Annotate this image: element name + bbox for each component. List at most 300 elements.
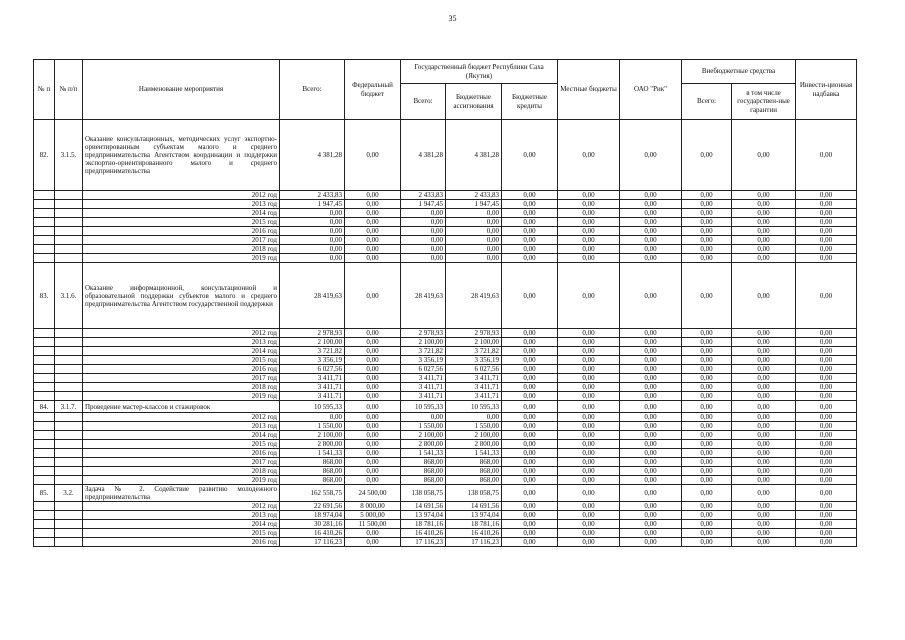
amount-cell: 24 500,00 [345, 485, 401, 502]
amount-cell: 0,00 [796, 365, 857, 374]
amount-cell: 0,00 [732, 392, 796, 401]
amount-cell: 0,00 [401, 209, 446, 218]
amount-cell: 2 433,83 [280, 191, 345, 200]
amount-cell: 1 947,45 [280, 200, 345, 209]
row-code: 3.1.7. [55, 401, 83, 413]
amount-cell: 0,00 [620, 218, 682, 227]
amount-cell: 14 691,56 [446, 502, 502, 511]
amount-cell: 5 000,00 [345, 511, 401, 520]
amount-cell: 0,00 [446, 236, 502, 245]
amount-cell: 0,00 [620, 422, 682, 431]
amount-cell: 0,00 [345, 383, 401, 392]
amount-cell: 0,00 [796, 120, 857, 191]
amount-cell: 3 356,19 [401, 356, 446, 365]
amount-cell: 0,00 [345, 227, 401, 236]
amount-cell: 0,00 [345, 449, 401, 458]
amount-cell: 17 116,23 [280, 538, 345, 547]
amount-cell: 0,00 [682, 431, 732, 440]
empty-cell [34, 254, 55, 263]
amount-cell: 0,00 [732, 365, 796, 374]
amount-cell: 1 947,45 [446, 200, 502, 209]
amount-cell: 3 356,19 [446, 356, 502, 365]
year-row [34, 502, 857, 511]
amount-cell: 0,00 [620, 227, 682, 236]
amount-cell: 0,00 [345, 356, 401, 365]
empty-cell [55, 254, 83, 263]
amount-cell: 0,00 [796, 191, 857, 200]
amount-cell: 4 381,28 [280, 120, 345, 191]
amount-cell: 0,00 [732, 329, 796, 338]
amount-cell: 0,00 [446, 227, 502, 236]
amount-cell: 3 411,71 [401, 383, 446, 392]
amount-cell: 6 027,56 [446, 365, 502, 374]
amount-cell: 3 411,71 [280, 392, 345, 401]
year-label: 2018 год [83, 467, 280, 476]
amount-cell: 0,00 [558, 392, 620, 401]
amount-cell: 6 027,56 [401, 365, 446, 374]
amount-cell: 0,00 [796, 338, 857, 347]
amount-cell: 1 550,00 [446, 422, 502, 431]
row-number: 85. [34, 485, 55, 502]
amount-cell: 0,00 [401, 236, 446, 245]
amount-cell: 0,00 [732, 374, 796, 383]
amount-cell: 10 595,33 [401, 401, 446, 413]
amount-cell: 0,00 [345, 120, 401, 191]
amount-cell: 28 419,63 [401, 263, 446, 329]
amount-cell: 0,00 [682, 218, 732, 227]
header-n: № п [34, 60, 55, 120]
header-extra-total: Всего: [682, 84, 732, 120]
amount-cell: 1 541,33 [401, 449, 446, 458]
amount-cell: 0,00 [682, 191, 732, 200]
amount-cell: 0,00 [732, 520, 796, 529]
year-row [34, 422, 857, 431]
amount-cell: 4 381,28 [446, 120, 502, 191]
amount-cell: 0,00 [558, 529, 620, 538]
amount-cell: 0,00 [620, 236, 682, 245]
amount-cell: 0,00 [280, 236, 345, 245]
row-code: 3.1.5. [55, 120, 83, 191]
amount-cell: 18 781,16 [446, 520, 502, 529]
amount-cell: 0,00 [732, 191, 796, 200]
amount-cell: 0,00 [345, 245, 401, 254]
year-label: 2015 год [83, 356, 280, 365]
amount-cell: 0,00 [620, 356, 682, 365]
year-label: 2019 год [83, 254, 280, 263]
amount-cell: 0,00 [796, 227, 857, 236]
amount-cell: 10 595,33 [446, 401, 502, 413]
amount-cell: 0,00 [502, 329, 558, 338]
amount-cell: 0,00 [502, 422, 558, 431]
amount-cell: 0,00 [502, 338, 558, 347]
empty-cell [55, 383, 83, 392]
year-row [34, 209, 857, 218]
amount-cell: 0,00 [558, 347, 620, 356]
amount-cell: 4 381,28 [401, 120, 446, 191]
amount-cell: 0,00 [345, 218, 401, 227]
amount-cell: 0,00 [558, 245, 620, 254]
amount-cell: 0,00 [446, 413, 502, 422]
empty-cell [34, 329, 55, 338]
amount-cell: 0,00 [558, 467, 620, 476]
empty-cell [34, 449, 55, 458]
amount-cell: 28 419,63 [446, 263, 502, 329]
amount-cell: 0,00 [558, 254, 620, 263]
amount-cell: 0,00 [558, 218, 620, 227]
row-number: 83. [34, 263, 55, 329]
empty-cell [34, 538, 55, 547]
amount-cell: 0,00 [620, 538, 682, 547]
table-row [34, 263, 857, 329]
amount-cell: 14 691,56 [401, 502, 446, 511]
amount-cell: 30 281,16 [280, 520, 345, 529]
year-label: 2017 год [83, 374, 280, 383]
table-row [34, 120, 857, 191]
amount-cell: 2 800,00 [401, 440, 446, 449]
empty-cell [55, 338, 83, 347]
amount-cell: 868,00 [401, 467, 446, 476]
amount-cell: 0,00 [502, 529, 558, 538]
amount-cell: 868,00 [280, 476, 345, 485]
amount-cell: 0,00 [558, 431, 620, 440]
year-label: 2012 год [83, 329, 280, 338]
empty-cell [55, 529, 83, 538]
amount-cell: 0,00 [682, 440, 732, 449]
activity-name: Задача № 2. Содействие развитию молодежного предпринимательства [83, 485, 280, 502]
amount-cell: 0,00 [345, 338, 401, 347]
year-row [34, 431, 857, 440]
amount-cell: 0,00 [796, 502, 857, 511]
amount-cell: 2 100,00 [401, 431, 446, 440]
amount-cell: 3 411,71 [446, 392, 502, 401]
empty-cell [34, 218, 55, 227]
empty-cell [34, 440, 55, 449]
empty-cell [55, 236, 83, 245]
year-label: 2014 год [83, 431, 280, 440]
amount-cell: 0,00 [345, 200, 401, 209]
amount-cell: 0,00 [345, 413, 401, 422]
table-row [34, 401, 857, 413]
empty-cell [55, 191, 83, 200]
amount-cell: 0,00 [796, 374, 857, 383]
empty-cell [34, 236, 55, 245]
year-row [34, 365, 857, 374]
amount-cell: 0,00 [446, 209, 502, 218]
amount-cell: 0,00 [345, 365, 401, 374]
header-state-total: Всего: [401, 84, 446, 120]
amount-cell: 0,00 [796, 485, 857, 502]
year-row [34, 538, 857, 547]
empty-cell [34, 520, 55, 529]
page-number: 35 [448, 14, 457, 23]
empty-cell [55, 392, 83, 401]
amount-cell: 0,00 [796, 520, 857, 529]
amount-cell: 0,00 [796, 413, 857, 422]
amount-cell: 0,00 [502, 502, 558, 511]
amount-cell: 8 000,00 [345, 502, 401, 511]
amount-cell: 0,00 [502, 365, 558, 374]
year-label: 2015 год [83, 218, 280, 227]
amount-cell: 0,00 [732, 467, 796, 476]
activity-name: Оказание консультационных, методических услуг экспортно-ориентированным субъектам малого и среднего предпринимательства Агентством координации и поддержки экспортно-ориентированного малого и среднего предпринимательства [83, 120, 280, 191]
amount-cell: 0,00 [620, 502, 682, 511]
amount-cell: 0,00 [732, 431, 796, 440]
amount-cell: 868,00 [446, 467, 502, 476]
amount-cell: 0,00 [732, 356, 796, 365]
amount-cell: 0,00 [796, 263, 857, 329]
amount-cell: 13 974,04 [401, 511, 446, 520]
amount-cell: 0,00 [502, 449, 558, 458]
amount-cell: 0,00 [280, 254, 345, 263]
amount-cell: 0,00 [796, 218, 857, 227]
empty-cell [34, 338, 55, 347]
amount-cell: 0,00 [502, 120, 558, 191]
amount-cell: 0,00 [502, 383, 558, 392]
empty-cell [34, 245, 55, 254]
amount-cell: 0,00 [502, 467, 558, 476]
empty-cell [34, 191, 55, 200]
year-row [34, 236, 857, 245]
amount-cell: 2 100,00 [401, 338, 446, 347]
amount-cell: 0,00 [682, 511, 732, 520]
year-row [34, 227, 857, 236]
amount-cell: 0,00 [345, 529, 401, 538]
amount-cell: 0,00 [280, 218, 345, 227]
amount-cell: 0,00 [732, 236, 796, 245]
amount-cell: 0,00 [502, 227, 558, 236]
empty-cell [34, 529, 55, 538]
amount-cell: 13 974,04 [446, 511, 502, 520]
amount-cell: 0,00 [682, 200, 732, 209]
amount-cell: 0,00 [796, 200, 857, 209]
year-label: 2014 год [83, 347, 280, 356]
amount-cell: 0,00 [796, 538, 857, 547]
year-row [34, 440, 857, 449]
amount-cell: 0,00 [558, 338, 620, 347]
amount-cell: 0,00 [620, 449, 682, 458]
amount-cell: 3 721,82 [446, 347, 502, 356]
amount-cell: 0,00 [446, 218, 502, 227]
year-row [34, 329, 857, 338]
amount-cell: 0,00 [732, 338, 796, 347]
amount-cell: 0,00 [502, 218, 558, 227]
amount-cell: 0,00 [558, 365, 620, 374]
empty-cell [34, 365, 55, 374]
amount-cell: 0,00 [732, 347, 796, 356]
amount-cell: 0,00 [796, 209, 857, 218]
amount-cell: 18 781,16 [401, 520, 446, 529]
amount-cell: 0,00 [401, 254, 446, 263]
year-label: 2019 год [83, 476, 280, 485]
amount-cell: 3 721,82 [401, 347, 446, 356]
year-row [34, 458, 857, 467]
amount-cell: 0,00 [558, 413, 620, 422]
amount-cell: 0,00 [620, 520, 682, 529]
empty-cell [55, 245, 83, 254]
amount-cell: 0,00 [620, 431, 682, 440]
amount-cell: 0,00 [345, 191, 401, 200]
amount-cell: 2 433,83 [401, 191, 446, 200]
amount-cell: 0,00 [502, 209, 558, 218]
amount-cell: 0,00 [732, 511, 796, 520]
empty-cell [34, 502, 55, 511]
amount-cell: 0,00 [620, 200, 682, 209]
amount-cell: 0,00 [502, 401, 558, 413]
amount-cell: 0,00 [345, 236, 401, 245]
amount-cell: 0,00 [502, 413, 558, 422]
amount-cell: 0,00 [502, 520, 558, 529]
amount-cell: 0,00 [502, 347, 558, 356]
year-label: 2014 год [83, 520, 280, 529]
amount-cell: 0,00 [682, 458, 732, 467]
header-state-group: Государственный бюджет Республики Саха (Якутия) [401, 60, 558, 84]
amount-cell: 0,00 [345, 476, 401, 485]
amount-cell: 1 550,00 [280, 422, 345, 431]
amount-cell: 0,00 [345, 422, 401, 431]
table-row [34, 485, 857, 502]
amount-cell: 0,00 [502, 476, 558, 485]
amount-cell: 0,00 [558, 449, 620, 458]
empty-cell [55, 347, 83, 356]
amount-cell: 0,00 [732, 218, 796, 227]
amount-cell: 16 410,26 [401, 529, 446, 538]
amount-cell: 0,00 [796, 422, 857, 431]
amount-cell: 3 411,71 [446, 383, 502, 392]
amount-cell: 0,00 [682, 365, 732, 374]
amount-cell: 0,00 [620, 383, 682, 392]
amount-cell: 0,00 [280, 209, 345, 218]
empty-cell [55, 374, 83, 383]
year-row [34, 392, 857, 401]
amount-cell: 0,00 [620, 209, 682, 218]
empty-cell [34, 467, 55, 476]
row-code: 3.2. [55, 485, 83, 502]
amount-cell: 0,00 [502, 236, 558, 245]
amount-cell: 3 411,71 [280, 374, 345, 383]
year-row [34, 218, 857, 227]
empty-cell [34, 200, 55, 209]
amount-cell: 0,00 [558, 120, 620, 191]
amount-cell: 1 947,45 [401, 200, 446, 209]
amount-cell: 0,00 [345, 374, 401, 383]
amount-cell: 0,00 [796, 254, 857, 263]
amount-cell: 0,00 [732, 440, 796, 449]
amount-cell: 0,00 [732, 502, 796, 511]
amount-cell: 0,00 [796, 511, 857, 520]
amount-cell: 0,00 [682, 338, 732, 347]
amount-cell: 0,00 [682, 120, 732, 191]
amount-cell: 0,00 [345, 467, 401, 476]
empty-cell [34, 209, 55, 218]
amount-cell: 0,00 [732, 485, 796, 502]
year-row [34, 245, 857, 254]
amount-cell: 0,00 [558, 356, 620, 365]
amount-cell: 0,00 [502, 458, 558, 467]
amount-cell: 0,00 [620, 458, 682, 467]
amount-cell: 0,00 [732, 263, 796, 329]
amount-cell: 0,00 [558, 374, 620, 383]
amount-cell: 0,00 [620, 485, 682, 502]
empty-cell [55, 365, 83, 374]
amount-cell: 868,00 [446, 476, 502, 485]
header-invest: Инвести-ционная надбавка [796, 60, 857, 120]
amount-cell: 0,00 [502, 485, 558, 502]
amount-cell: 2 100,00 [446, 338, 502, 347]
amount-cell: 0,00 [732, 458, 796, 467]
empty-cell [34, 458, 55, 467]
year-label: 2016 год [83, 365, 280, 374]
year-row [34, 347, 857, 356]
amount-cell: 17 116,23 [446, 538, 502, 547]
year-row [34, 254, 857, 263]
amount-cell: 0,00 [682, 422, 732, 431]
year-row [34, 529, 857, 538]
amount-cell: 0,00 [682, 356, 732, 365]
amount-cell: 2 800,00 [280, 440, 345, 449]
header-extra-guarantees: в том числе государствен-ные гарантии [732, 84, 796, 120]
amount-cell: 0,00 [502, 263, 558, 329]
amount-cell: 3 356,19 [280, 356, 345, 365]
amount-cell: 138 058,75 [401, 485, 446, 502]
amount-cell: 11 500,00 [345, 520, 401, 529]
amount-cell: 0,00 [732, 476, 796, 485]
amount-cell: 0,00 [732, 449, 796, 458]
amount-cell: 0,00 [502, 245, 558, 254]
amount-cell: 0,00 [345, 209, 401, 218]
amount-cell: 0,00 [796, 401, 857, 413]
amount-cell: 0,00 [796, 458, 857, 467]
amount-cell: 0,00 [502, 254, 558, 263]
amount-cell: 0,00 [682, 245, 732, 254]
amount-cell: 0,00 [732, 245, 796, 254]
empty-cell [55, 449, 83, 458]
amount-cell: 0,00 [620, 120, 682, 191]
amount-cell: 0,00 [558, 538, 620, 547]
year-row [34, 356, 857, 365]
amount-cell: 3 721,82 [280, 347, 345, 356]
amount-cell: 0,00 [558, 520, 620, 529]
amount-cell: 0,00 [796, 440, 857, 449]
amount-cell: 0,00 [732, 120, 796, 191]
amount-cell: 162 558,75 [280, 485, 345, 502]
amount-cell: 0,00 [345, 431, 401, 440]
empty-cell [55, 227, 83, 236]
year-label: 2019 год [83, 392, 280, 401]
amount-cell: 0,00 [796, 356, 857, 365]
header-state-credits: Бюджетные кредиты [502, 84, 558, 120]
year-label: 2018 год [83, 383, 280, 392]
amount-cell: 0,00 [682, 209, 732, 218]
amount-cell: 0,00 [732, 529, 796, 538]
year-row [34, 383, 857, 392]
amount-cell: 0,00 [620, 529, 682, 538]
amount-cell: 2 978,93 [401, 329, 446, 338]
amount-cell: 0,00 [682, 485, 732, 502]
amount-cell: 2 100,00 [280, 431, 345, 440]
empty-cell [55, 329, 83, 338]
activity-name: Оказание информационной, консультационной и образовательной поддержки субъектов малого и среднего предпринимательства Агентством государственной поддержки [83, 263, 280, 329]
amount-cell: 868,00 [401, 476, 446, 485]
amount-cell: 0,00 [345, 392, 401, 401]
empty-cell [34, 392, 55, 401]
budget-table [33, 59, 857, 547]
amount-cell: 0,00 [401, 227, 446, 236]
amount-cell: 0,00 [620, 263, 682, 329]
amount-cell: 0,00 [502, 538, 558, 547]
amount-cell: 0,00 [682, 254, 732, 263]
amount-cell: 1 541,33 [280, 449, 345, 458]
empty-cell [55, 467, 83, 476]
